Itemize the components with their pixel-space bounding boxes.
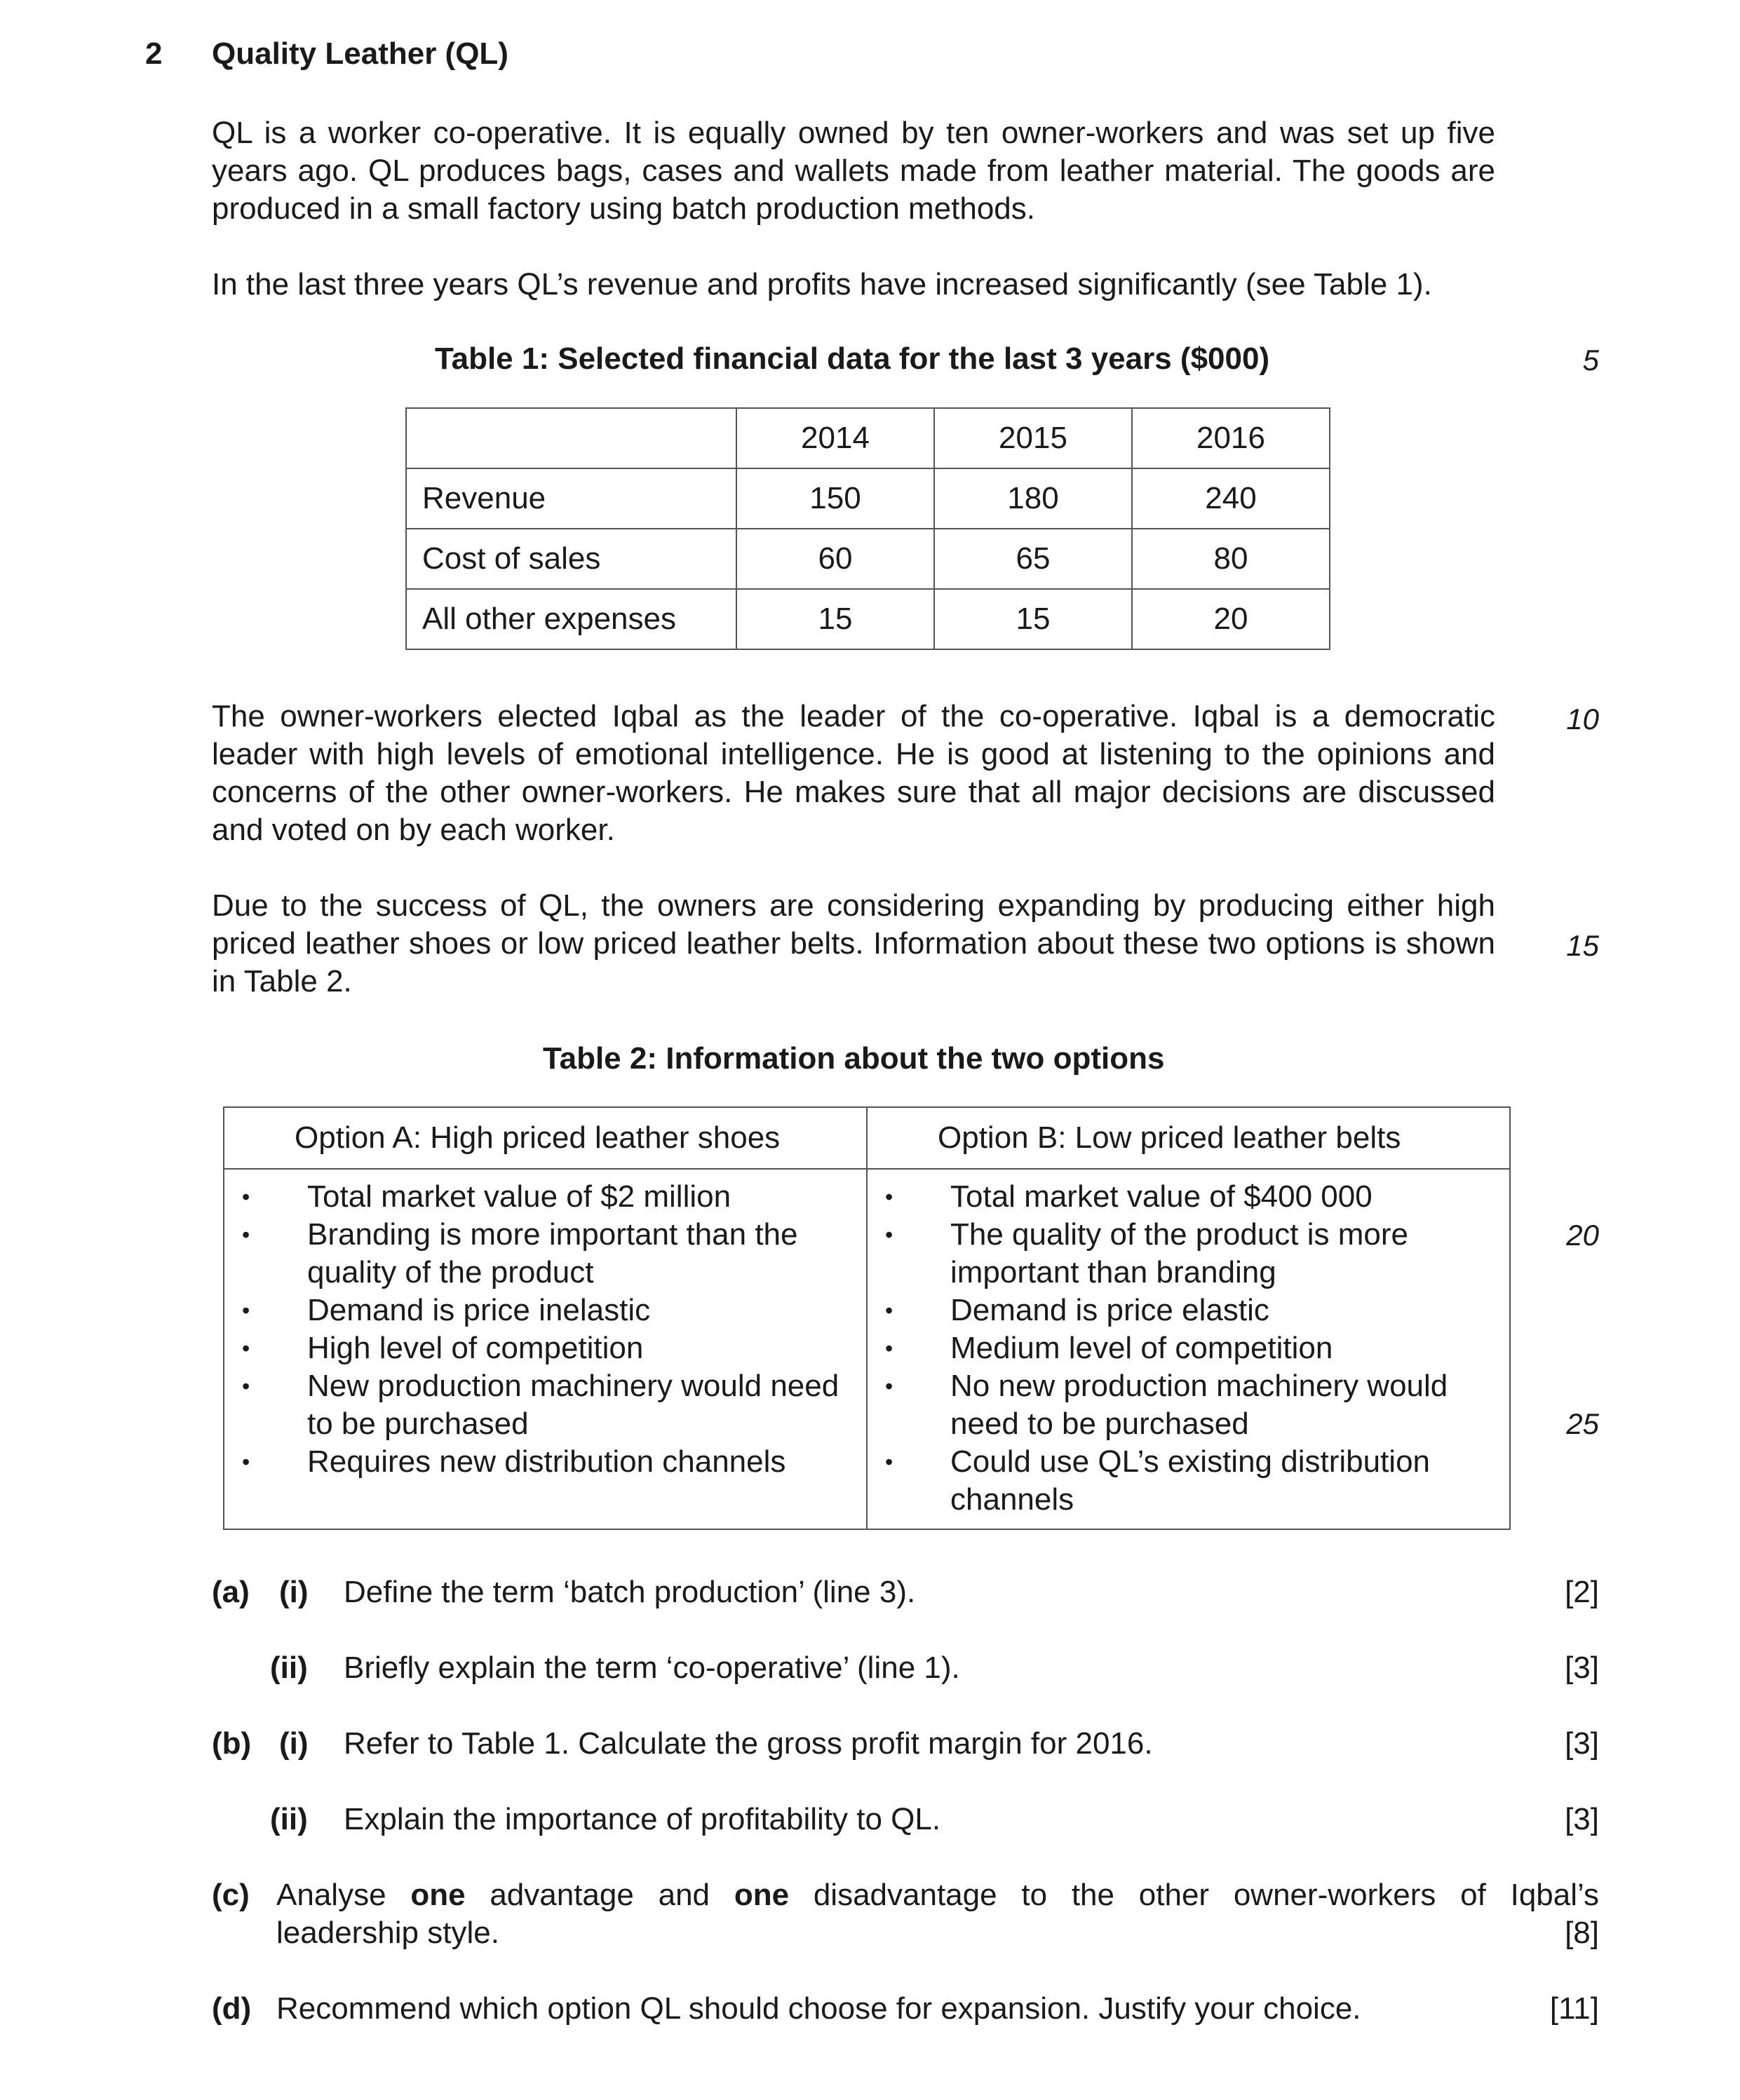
- line-number-15: 15: [1566, 929, 1599, 962]
- part-b-i-marks: [3]: [1565, 1726, 1599, 1761]
- part-c-label: (c): [212, 1878, 250, 1912]
- list-item: • New production machinery would need to be purchased: [224, 1367, 852, 1443]
- list-item: • Total market value of $2 million: [224, 1178, 852, 1216]
- table-cell: 20: [1132, 589, 1330, 649]
- line-number-5: 5: [1582, 344, 1599, 377]
- part-a-ii-marks: [3]: [1565, 1651, 1599, 1685]
- list-item: • Requires new distribution channels: [224, 1443, 852, 1481]
- question-number: 2: [145, 36, 163, 71]
- part-b-ii-text: Explain the importance of profitability to QL.: [344, 1802, 941, 1836]
- line-number-20: 20: [1566, 1219, 1599, 1252]
- table-row: [406, 589, 1330, 649]
- list-item: • Demand is price elastic: [868, 1292, 1495, 1329]
- table-cell: 180: [934, 468, 1132, 529]
- option-a-heading: Option A: High priced leather shoes: [224, 1107, 867, 1169]
- option-a-list: [224, 1178, 852, 1481]
- option-a-cell: [224, 1169, 867, 1529]
- line-number-10: 10: [1566, 703, 1599, 736]
- part-a-i-label: (i): [279, 1575, 309, 1609]
- table-cell: 60: [736, 529, 934, 589]
- question-title: Quality Leather (QL): [212, 36, 508, 71]
- table-cell: 15: [736, 589, 934, 649]
- table1-caption: Table 1: Selected financial data for the last 3 years ($000): [435, 341, 1270, 376]
- table-header-cell: 2016: [1132, 408, 1330, 468]
- list-item: • Medium level of competition: [868, 1329, 1495, 1367]
- part-b-label: (b): [212, 1726, 252, 1761]
- list-item: • Total market value of $400 000: [868, 1178, 1495, 1216]
- part-a-ii-label: (ii): [270, 1651, 308, 1685]
- expansion-paragraph: Due to the success of QL, the owners are considering expanding by producing either high priced leather shoes or low priced leather belts. Information about these two options is shown in Table 2.: [212, 888, 1495, 998]
- table-row: [406, 408, 1330, 468]
- line-number-25: 25: [1566, 1407, 1599, 1440]
- table-cell: 150: [736, 468, 934, 529]
- part-c-text: Analyse one advantage and one disadvantage to the other owner-workers of Iqbal’s: [276, 1878, 1599, 1912]
- table2-caption: Table 2: Information about the two options: [543, 1041, 1165, 1076]
- part-b-i-text: Refer to Table 1. Calculate the gross profit margin for 2016.: [344, 1726, 1153, 1761]
- part-b-ii-marks: [3]: [1565, 1802, 1599, 1836]
- row-label: All other expenses: [406, 589, 736, 649]
- part-a-i-marks: [2]: [1565, 1575, 1599, 1609]
- table-row: [224, 1107, 1510, 1169]
- option-b-list: [868, 1178, 1495, 1519]
- table-header-cell: 2014: [736, 408, 934, 468]
- table-cell: 80: [1132, 529, 1330, 589]
- table-row: [406, 468, 1330, 529]
- table-header-cell: 2015: [934, 408, 1132, 468]
- table-cell: 15: [934, 589, 1132, 649]
- part-a-ii-text: Briefly explain the term ‘co-operative’ (line 1).: [344, 1651, 960, 1685]
- part-b-ii-label: (ii): [270, 1802, 308, 1836]
- table-cell: 240: [1132, 468, 1330, 529]
- table-cell: 65: [934, 529, 1132, 589]
- part-d-label: (d): [212, 1991, 252, 2026]
- part-a-label: (a): [212, 1575, 250, 1609]
- list-item: • No new production machinery would need to be purchased: [868, 1367, 1495, 1443]
- list-item: • High level of competition: [224, 1329, 852, 1367]
- intro-paragraph: QL is a worker co-operative. It is equally owned by ten owner-workers and was set up five years ago. QL produces bags, cases and wallets made from leather material. The goods are produced in a small factory using batch production methods.: [212, 116, 1495, 226]
- part-b-i-label: (i): [279, 1726, 309, 1761]
- growth-paragraph: In the last three years QL’s revenue and profits have increased significantly (see Table 1).: [212, 267, 1432, 302]
- table-row: [224, 1169, 1510, 1529]
- part-d-marks: [11]: [1549, 1991, 1599, 2026]
- part-c-text-line2: leadership style.: [276, 1916, 499, 1950]
- table-cell: [406, 408, 736, 468]
- part-c-marks: [8]: [1565, 1916, 1599, 1950]
- financial-data-table: [405, 407, 1330, 650]
- leader-paragraph: The owner-workers elected Iqbal as the leader of the co-operative. Iqbal is a democratic leader with high levels of emotional intelligence. He is good at listening to the opinions and concerns of the other owner-workers. He makes sure that all major decisions are discussed and voted on by each worker.: [212, 699, 1495, 847]
- table-row: [406, 529, 1330, 589]
- list-item: • Could use QL’s existing distribution channels: [868, 1443, 1495, 1519]
- row-label: Revenue: [406, 468, 736, 529]
- list-item: • The quality of the product is more important than branding: [868, 1216, 1495, 1292]
- part-a-i-text: Define the term ‘batch production’ (line 3).: [344, 1575, 916, 1609]
- row-label: Cost of sales: [406, 529, 736, 589]
- part-d-text: Recommend which option QL should choose for expansion. Justify your choice.: [276, 1991, 1361, 2026]
- options-table: [223, 1106, 1511, 1530]
- option-b-cell: [867, 1169, 1510, 1529]
- list-item: • Demand is price inelastic: [224, 1292, 852, 1329]
- option-b-heading: Option B: Low priced leather belts: [867, 1107, 1510, 1169]
- list-item: • Branding is more important than the quality of the product: [224, 1216, 852, 1292]
